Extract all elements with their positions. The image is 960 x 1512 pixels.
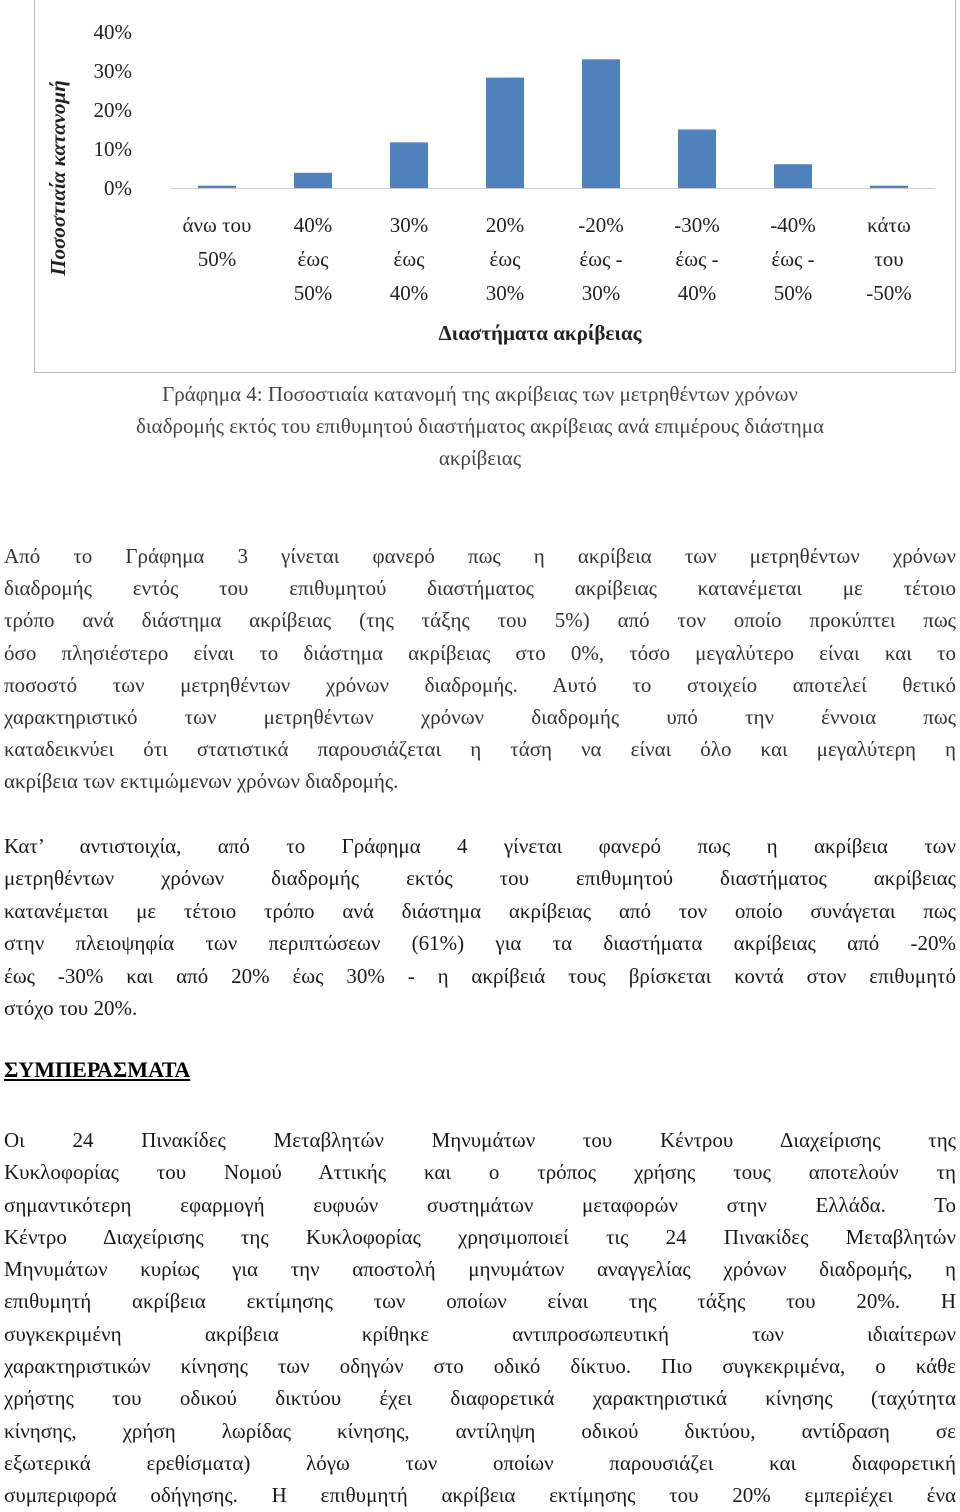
y-tick-label: 40% xyxy=(93,20,132,44)
text-line: έως -30% και από 20% έως 30% - η ακρίβειά τους βρίσκεται κοντά στον επιθυμητό xyxy=(4,963,956,988)
x-tick-label: άνω του 50% xyxy=(182,213,252,271)
x-tick-label: -40% έως -50% xyxy=(770,213,816,305)
text-line: στόχο του 20%. xyxy=(4,996,138,1021)
x-tick-label: 20% έως 30% xyxy=(485,213,525,305)
y-tick-label: 30% xyxy=(93,59,132,83)
chart-canvas xyxy=(35,0,955,372)
paragraph-conclusions xyxy=(4,1124,956,1512)
x-tick-label: κάτω του -50% xyxy=(866,213,912,305)
section-heading xyxy=(4,1057,190,1083)
x-axis-ticks xyxy=(183,213,912,305)
text-line: σημαντικότερη εφαρμογή ευφυών συστημάτων μεταφορών στην Ελλάδα. Το xyxy=(4,1192,956,1217)
x-tick-label: -20% έως -30% xyxy=(578,213,624,305)
caption-line: διαδρομής εκτός του επιθυμητού διαστήματος ακρίβειας ανά επιμέρους διάστημα xyxy=(136,414,824,438)
x-tick-label: -30% έως -40% xyxy=(674,213,720,305)
text-line: επιθυμητή ακρίβεια εκτίμησης των οποίων είναι της τάξης του 20%. Η xyxy=(4,1289,956,1314)
text-line: καταδεικνύει ότι στατιστικά παρουσιάζεται η τάση να είναι όλο και μεγαλύτερη η xyxy=(4,737,956,762)
text-line: συμπεριφορά οδήγησης. Η επιθυμητή ακρίβεια εκτίμησης του 20% εμπερiέχει ένα xyxy=(4,1483,956,1508)
bar xyxy=(486,78,524,188)
text-line: συγκεκριμένη ακρίβεια κρίθηκε αντιπροσωπευτική των ιδιαίτερων xyxy=(4,1321,956,1346)
bar xyxy=(294,173,332,188)
bar xyxy=(774,164,812,188)
figure-caption xyxy=(0,378,960,474)
x-tick-label: 40% έως 50% xyxy=(293,213,333,305)
text-line: κίνησης, χρήση λωρίδας κίνησης, αντίληψη οδικού δικτύου, αντίδραση σε xyxy=(4,1418,956,1443)
text-line: ακρίβεια των εκτιμώμενων χρόνων διαδρομής. xyxy=(4,769,399,794)
text-line: εξωτερικά ερεθίσματα) λόγω των οποίων παρουσιάζει και διαφορετική xyxy=(4,1450,956,1475)
y-axis-title: Ποσοστιαία κατανομή xyxy=(46,80,70,276)
text-line: τρόπο ανά διάστημα ακρίβειας (της τάξης του 5%) από τον οποίο προκύπτει πως xyxy=(4,608,956,633)
text-line: κατανέμεται με τέτοιο τρόπο ανά διάστημα ακρίβειας από τον οποίο συνάγεται πως xyxy=(4,898,956,923)
text-line: διαδρομής εντός του επιθυμητού διαστήματος ακρίβειας κατανέμεται με τέτοιο xyxy=(4,576,956,601)
bar xyxy=(582,59,620,188)
heading-text: ΣΥΜΠΕΡΑΣΜΑΤΑ xyxy=(4,1057,191,1082)
paragraph-chart3-discussion xyxy=(4,540,956,798)
text-line: Κυκλοφορίας του Νομού Αττικής και ο τρόπος χρήσης τους αποτελούν τη xyxy=(4,1160,956,1185)
bars xyxy=(171,59,935,188)
y-axis-ticks xyxy=(94,20,133,200)
text-line: στην πλειοψηφία των περιπτώσεων (61%) για τα διαστήματα ακρίβειας από -20% xyxy=(4,931,956,956)
text-line: χαρακτηριστικό των μετρηθέντων χρόνων διαδρομής υπό την έννοια πως xyxy=(4,705,956,730)
y-tick-label: 20% xyxy=(93,98,132,122)
bar xyxy=(198,186,236,188)
bar xyxy=(870,186,908,188)
x-axis-title: Διαστήματα ακρίβειας xyxy=(438,321,642,345)
bar-chart xyxy=(34,0,956,373)
paragraph-chart4-discussion xyxy=(4,830,956,1024)
y-tick-label: 0% xyxy=(104,176,132,200)
text-line: όσο πλησιέστερο είναι το διάστημα ακρίβειας στο 0%, τόσο μεγαλύτερο είναι και το xyxy=(4,640,956,665)
text-line: Οι 24 Πινακίδες Μεταβλητών Μηνυμάτων του Κέντρου Διαχείρισης της xyxy=(4,1128,956,1152)
y-tick-label: 10% xyxy=(93,137,132,161)
caption-line: Γράφημα 4: Ποσοστιαία κατανομή της ακρίβειας των μετρηθέντων χρόνων xyxy=(162,382,798,406)
text-line: ποσοστό των μετρηθέντων χρόνων διαδρομής. Αυτό το στοιχείο αποτελεί θετικό xyxy=(4,672,956,697)
text-line: χαρακτηριστικών κίνησης των οδηγών στο οδικό δίκτυο. Πιο συγκεκριμένα, ο κάθε xyxy=(4,1354,956,1379)
text-line: μετρηθέντων χρόνων διαδρομής εκτός του επιθυμητού διαστήματος ακρίβειας xyxy=(4,866,956,891)
caption-line: ακρίβειας xyxy=(438,446,522,470)
text-line: Μηνυμάτων κυρίως για την αποστολή μηνυμάτων αναγγελίας χρόνων διαδρομής, η xyxy=(4,1257,956,1282)
bar xyxy=(390,142,428,188)
text-line: Κέντρο Διαχείρισης της Κυκλοφορίας χρησιμοποιεί τις 24 Πινακίδες Μεταβλητών xyxy=(4,1224,956,1249)
bar xyxy=(678,130,716,189)
text-line: χρήστης του οδικού δικτύου έχει διαφορετικά χαρακτηριστικά κίνησης (ταχύτητα xyxy=(4,1386,956,1411)
x-tick-label: 30% έως 40% xyxy=(389,213,429,305)
text-line: Κατ’ αντιστοιχία, από το Γράφημα 4 γίνεται φανερό πως η ακρίβεια των xyxy=(4,834,956,858)
text-line: Από το Γράφημα 3 γίνεται φανερό πως η ακρίβεια των μετρηθέντων χρόνων xyxy=(4,544,956,568)
